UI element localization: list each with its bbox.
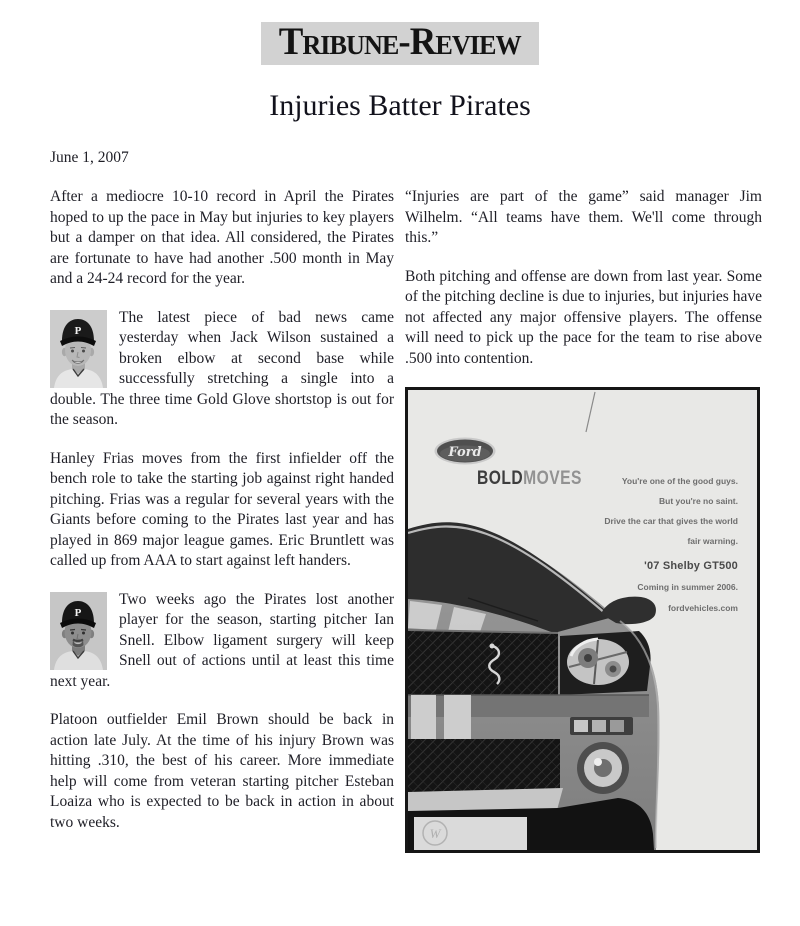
masthead	[0, 22, 800, 65]
ad-copy-line: fair warning.	[687, 536, 738, 546]
headlight	[567, 639, 629, 685]
ad-copy-line: You're one of the good guys.	[621, 476, 738, 486]
paragraph-2-text: The latest piece of bad news came yesterday when Jack Wilson sustained a broken elbow at second base while successfully stretching a single into a double. The three time Gold Glove shortstop is out for the season.	[50, 308, 394, 428]
ad-model-name: '07 Shelby GT500	[644, 560, 738, 572]
dateline: June 1, 2007	[50, 149, 129, 166]
paragraph-2	[50, 308, 394, 431]
turn-signal	[570, 717, 633, 735]
antenna	[586, 392, 595, 432]
quote-paragraph-text: “Injuries are part of the game” said manager Jim Wilhelm. “All teams have them. We'll come through this.”	[405, 188, 762, 246]
paragraph-3	[50, 449, 394, 572]
watermark-letter: W	[429, 826, 441, 841]
fog-light	[577, 742, 629, 794]
ford-logo-text: Ford	[448, 445, 482, 460]
slogan-bold: BOLD	[477, 467, 524, 489]
left-column	[50, 187, 394, 853]
paragraph-1	[50, 187, 394, 290]
masthead-title: Tribune-Review	[278, 20, 522, 64]
right-column	[405, 187, 762, 853]
ford-logo	[434, 437, 496, 465]
paragraph-3-text: Hanley Frias moves from the first infielder off the bench role to take the starting job against right handed pitching. Frias was a regular for several years with the Giants before coming to the Pirates last year and has played in 869 major league games. Eric Bruntlett was called up from AAA to start against left handers.	[50, 449, 394, 569]
paragraph-7-text: Both pitching and offense are down from last year. Some of the pitching decline is due to injuries, but injuries have not affected any major offensive players. The offense will need to pick up the pace for the team to rise above .500 into contention.	[405, 267, 762, 367]
article-body	[50, 187, 762, 853]
ad-copy-line: Drive the car that gives the world	[604, 516, 738, 526]
cap-letter: P	[74, 324, 82, 337]
page-title: Injuries Batter Pirates	[269, 89, 531, 122]
paragraph-1-text: After a mediocre 10-10 record in April the Pirates hoped to up the pace in May but injuries to key players but a damper on that idea. All considered, the Pirates are fortunate to have had another .500 month in May and a 24-24 record for the year.	[50, 188, 394, 287]
paragraph-7	[405, 267, 762, 370]
paragraph-4	[50, 590, 394, 693]
campaign-slogan	[477, 467, 582, 489]
slogan-moves: MOVES	[523, 467, 582, 489]
masthead-box	[261, 22, 539, 65]
player-photo-ian-snell	[50, 592, 107, 670]
ad-copy	[604, 477, 738, 613]
ad-copy-line: But you're no saint.	[659, 496, 738, 506]
paragraph-5-text: Platoon outfielder Emil Brown should be back in action late July. At the time of his injury Brown was hitting .310, the best of his career. More immediate help will come from veteran starting pitcher Esteban Loaiza who is expected to be back in action in about two weeks.	[50, 711, 394, 831]
player-photo-jack-wilson	[50, 310, 107, 388]
paragraph-4-text: Two weeks ago the Pirates lost another player for the season, starting pitcher Ian Snell. Elbow ligament surgery will keep Snell out of actions until at least this time next year.	[50, 590, 394, 690]
lower-grille	[408, 739, 560, 792]
ad-availability: Coming in summer 2006.	[637, 582, 738, 592]
cap-letter: P	[74, 606, 82, 619]
ad-website: fordvehicles.com	[668, 603, 738, 613]
paragraph-5	[50, 710, 394, 833]
upper-grille	[408, 630, 558, 695]
quote-paragraph	[405, 187, 762, 249]
ford-ad	[405, 387, 760, 853]
